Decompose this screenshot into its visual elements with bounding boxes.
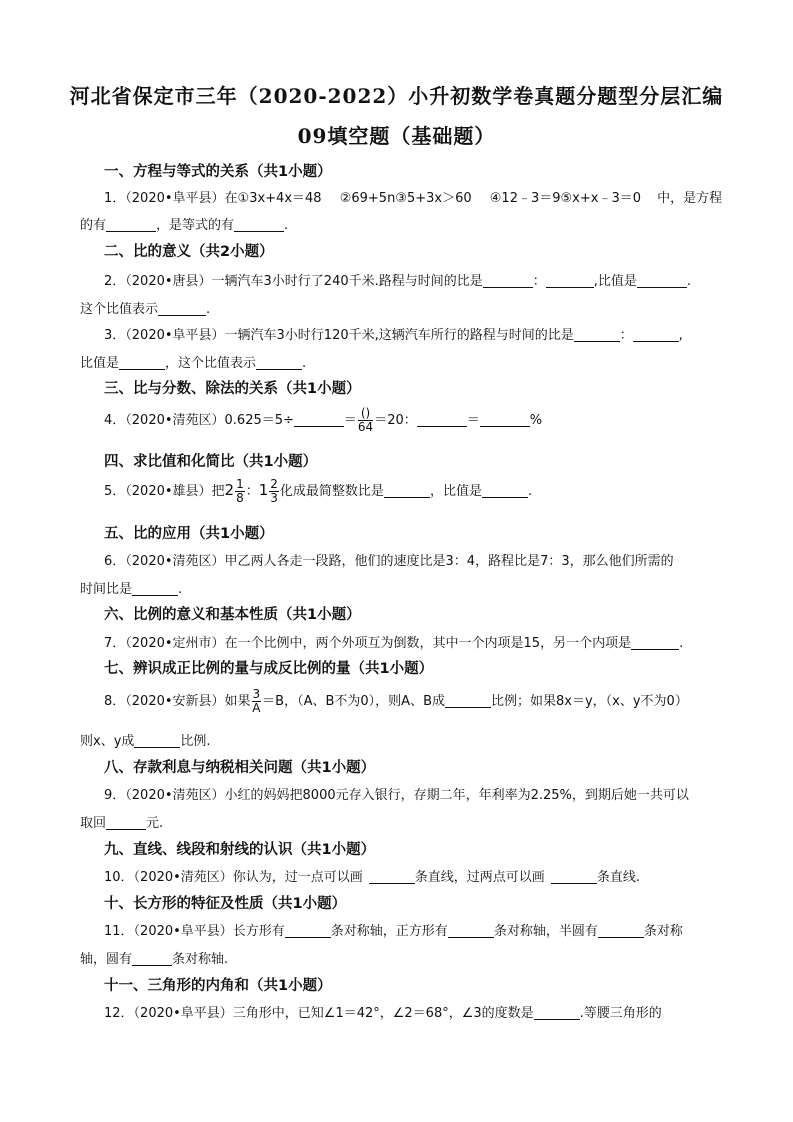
question-9-cont: 取回 元. bbox=[80, 816, 164, 831]
answer-blank[interactable] bbox=[234, 217, 284, 232]
question-5: 5．（2020•雄县）把2 $\frac{1}{8}$ ：1 $\frac{2}{3}$ 化成最简整数比是 ，比值是 . bbox=[104, 477, 533, 505]
answer-blank[interactable] bbox=[483, 273, 533, 288]
answer-blank[interactable] bbox=[119, 355, 165, 370]
question-1: 1．（2020•阜平县）在①3x+4x＝48 ②69+5n③5+3x＞60 ④12﹣3＝9⑤x+x﹣3＝0 中，是方程 bbox=[104, 191, 723, 206]
answer-blank[interactable] bbox=[256, 355, 302, 370]
section-heading: 一、方程与等式的关系（共1小题） bbox=[104, 164, 332, 180]
answer-blank[interactable] bbox=[448, 923, 494, 938]
answer-blank[interactable] bbox=[445, 693, 491, 708]
section-heading: 二、比的意义（共2小题） bbox=[104, 244, 274, 260]
answer-blank[interactable] bbox=[132, 951, 172, 966]
fraction: $\frac{3}{A}$ bbox=[252, 687, 261, 715]
section-heading: 六、比例的意义和基本性质（共1小题） bbox=[104, 607, 361, 623]
answer-blank[interactable] bbox=[158, 301, 206, 316]
section-heading: 五、比的应用（共1小题） bbox=[104, 526, 274, 542]
section-heading: 八、存款利息与纳税相关问题（共1小题） bbox=[104, 760, 376, 776]
answer-blank[interactable] bbox=[369, 869, 415, 884]
answer-blank[interactable] bbox=[482, 483, 528, 498]
answer-blank[interactable] bbox=[551, 869, 597, 884]
question-3: 3．（2020•阜平县）一辆汽车3小时行120千米,这辆汽车所行的路程与时间的比是 ： , bbox=[104, 328, 683, 343]
question-3-cont: 比值是 ，这个比值表示 . bbox=[80, 356, 307, 371]
answer-blank[interactable] bbox=[134, 733, 180, 748]
fraction: $\frac{()}{64}$ bbox=[357, 406, 374, 434]
section-heading: 三、比与分数、除法的关系（共1小题） bbox=[104, 381, 361, 397]
answer-blank[interactable] bbox=[574, 327, 620, 342]
answer-blank[interactable] bbox=[417, 412, 467, 427]
question-2-cont: 这个比值表示 . bbox=[80, 302, 211, 317]
answer-blank[interactable] bbox=[384, 483, 430, 498]
question-10: 10．（2020•清苑区）你认为，过一点可以画 条直线，过两点可以画 条直线. bbox=[104, 870, 640, 885]
answer-blank[interactable] bbox=[106, 217, 156, 232]
fraction: $\frac{2}{3}$ bbox=[270, 477, 278, 505]
section-heading: 四、求比值和化简比（共1小题） bbox=[104, 454, 318, 470]
fraction: $\frac{1}{8}$ bbox=[236, 477, 244, 505]
question-11: 11．（2020•阜平县）长方形有 条对称轴，正方形有 条对称轴，半圆有 条对称 bbox=[104, 924, 683, 939]
answer-blank[interactable] bbox=[633, 327, 679, 342]
question-6-cont: 时间比是 . bbox=[80, 582, 183, 597]
answer-blank[interactable] bbox=[598, 923, 644, 938]
section-heading: 十一、三角形的内角和（共1小题） bbox=[104, 978, 332, 994]
answer-blank[interactable] bbox=[546, 273, 594, 288]
answer-blank[interactable] bbox=[106, 815, 146, 830]
question-2: 2．（2020•唐县）一辆汽车3小时行了240千米.路程与时间的比是 ： ,比值是 . bbox=[104, 274, 692, 289]
answer-blank[interactable] bbox=[294, 412, 344, 427]
section-heading: 十、长方形的特征及性质（共1小题） bbox=[104, 896, 347, 912]
answer-blank[interactable] bbox=[637, 273, 687, 288]
section-heading: 七、辨识成正比例的量与成反比例的量（共1小题） bbox=[104, 661, 434, 677]
answer-blank[interactable] bbox=[285, 923, 331, 938]
question-8: 8．（2020•安新县）如果 $\frac{3}{A}$ ＝B，（A、B不为0），则A、B成 比例；如果8x＝y，（x、y不为0） bbox=[104, 687, 688, 715]
answer-blank[interactable] bbox=[534, 1005, 580, 1020]
question-4: 4．（2020•清苑区）0.625＝5÷ ＝ $\frac{()}{64}$ ＝20： ＝ % bbox=[104, 406, 543, 434]
question-7: 7．（2020•定州市）在一个比例中，两个外项互为倒数，其中一个内项是15，另一个内项是 . bbox=[104, 636, 684, 651]
section-heading: 九、直线、线段和射线的认识（共1小题） bbox=[104, 842, 376, 858]
question-11-cont: 轴，圆有 条对称轴. bbox=[80, 952, 229, 967]
question-12: 12．（2020•阜平县）三角形中，已知∠1＝42°，∠2＝68°，∠3的度数是 .等腰三角形的 bbox=[104, 1006, 662, 1021]
answer-blank[interactable] bbox=[480, 412, 530, 427]
question-6: 6．（2020•清苑区）甲乙两人各走一段路，他们的速度比是3：4，路程比是7：3，那么他们所需的 bbox=[104, 554, 674, 569]
answer-blank[interactable] bbox=[631, 635, 679, 650]
question-8-cont: 则x、y成 比例. bbox=[80, 734, 211, 749]
document-title: 河北省保定市三年（2020-2022）小升初数学卷真题分题型分层汇编 bbox=[69, 84, 724, 108]
question-9: 9．（2020•清苑区）小红的妈妈把8000元存入银行，存期二年，年利率为2.25%，到期后她一共可以 bbox=[104, 788, 689, 803]
question-1-cont: 的有 ，是等式的有 . bbox=[80, 218, 289, 233]
answer-blank[interactable] bbox=[132, 581, 178, 596]
document-subtitle: 09填空题（基础题） bbox=[297, 124, 496, 148]
